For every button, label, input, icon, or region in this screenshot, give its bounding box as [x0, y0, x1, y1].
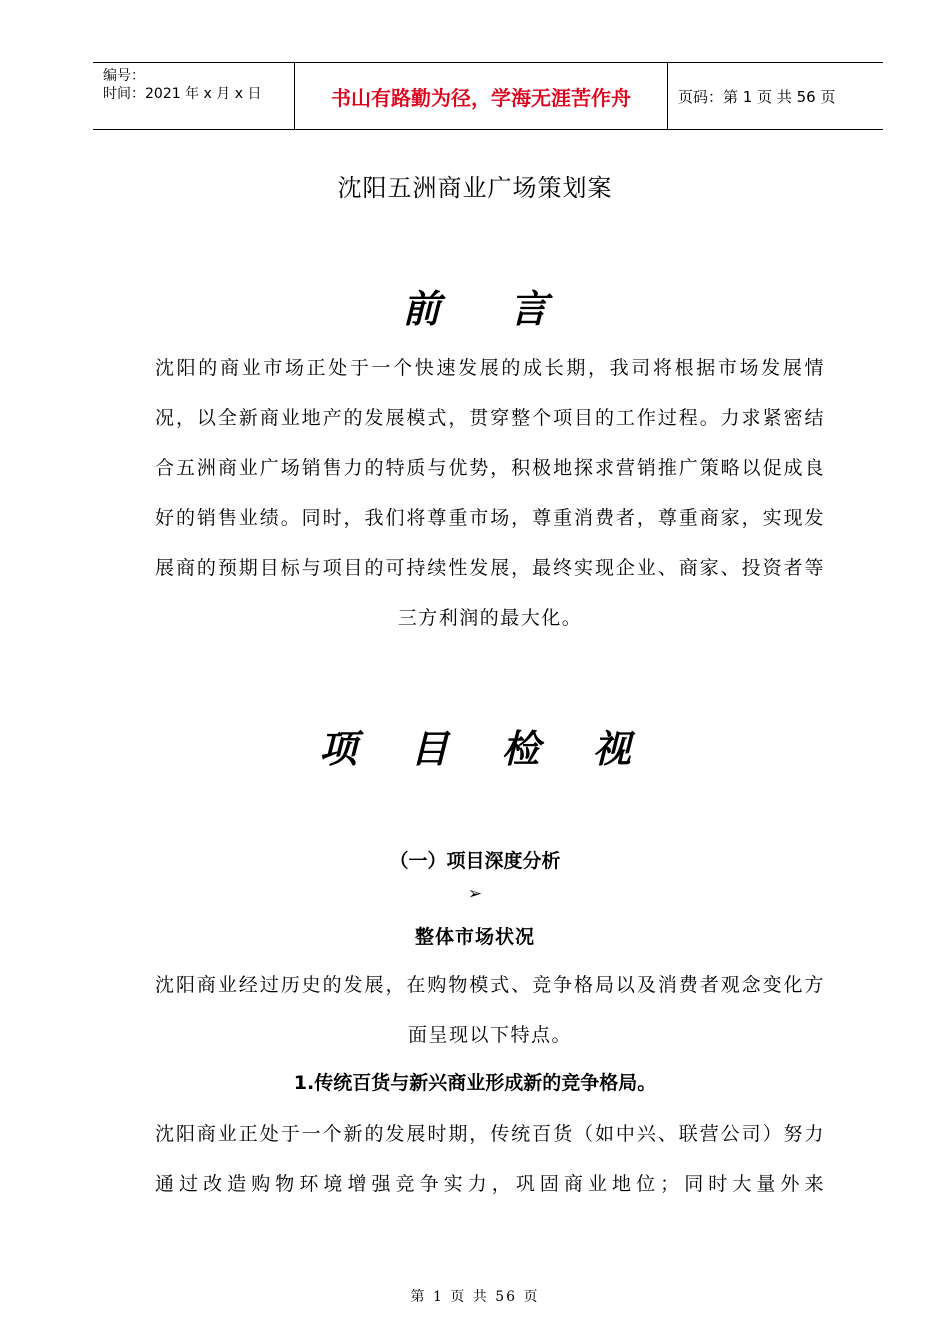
header-meta-cell [93, 63, 295, 129]
footer-page-number: 第 1 页 共 56 页 [410, 1289, 540, 1305]
point-one-title: 1.传统百货与新兴商业形成新的竞争格局。 [293, 1072, 657, 1094]
project-review-heading: 项 目 检 视 [319, 726, 651, 771]
market-section-title: 整体市场状况 [414, 926, 535, 948]
time-label: 时间：2021 年 x 月 x 日 [103, 86, 262, 102]
analysis-subheading: （一）项目深度分析 [389, 850, 561, 872]
header-table [93, 62, 883, 130]
document-title: 沈阳五洲商业广场策划案 [337, 174, 613, 202]
serial-label: 编号： [103, 68, 145, 84]
arrow-bullet-icon: ➢ [467, 884, 483, 904]
market-paragraph: 沈阳商业经过历史的发展，在购物模式、竞争格局以及消费者观念变化方面呈现以下特点。 [155, 974, 825, 1046]
header-motto: 书山有路勤为径，学海无涯苦作舟 [295, 63, 668, 129]
header-page-number: 页码：第 1 页 共 56 页 [678, 87, 836, 106]
preface-heading: 前 言 [402, 286, 576, 331]
preface-paragraph: 沈阳的商业市场正处于一个快速发展的成长期，我司将根据市场发展情况，以全新商业地产的发展模式，贯穿整个项目的工作过程。力求紧密结合五洲商业广场销售力的特质与优势，积极地探求营销推广策略以促成良好的销售业绩。同时，我们将尊重市场，尊重消费者，尊重商家，实现发展商的预期目标与项目的可持续性发展，最终实现企业、商家、投资者等三方利润的最大化。 [155, 357, 825, 629]
point-one-paragraph: 沈阳商业正处于一个新的发展时期，传统百货（如中兴、联营公司）努力通过改造购物环境增强竞争实力，巩固商业地位；同时大量外来 [155, 1123, 825, 1195]
